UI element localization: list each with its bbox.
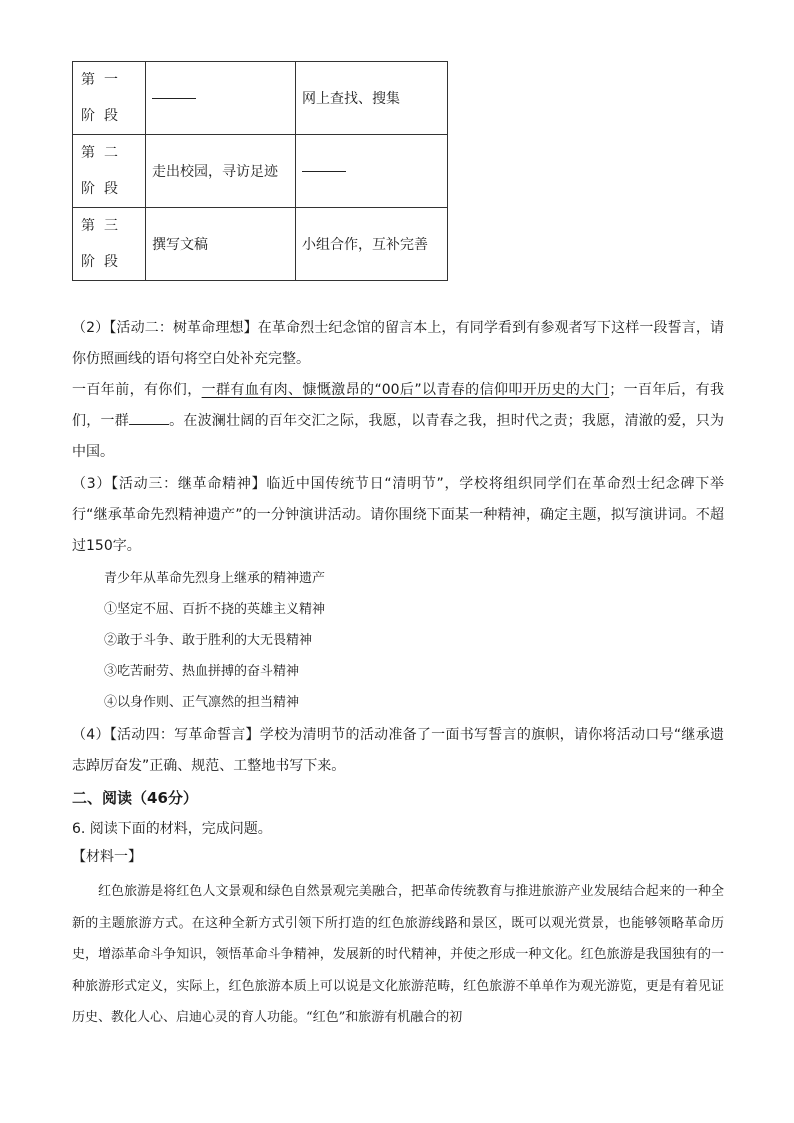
passage-part: ；一百年后，有我们，一群	[72, 382, 725, 429]
question-3	[72, 469, 724, 562]
table-row	[73, 62, 448, 135]
stage-cell: 第三阶段	[73, 208, 146, 281]
method-cell	[296, 135, 448, 208]
method-cell: 网上查找、搜集	[296, 62, 448, 135]
passage-part: 一百年前，有你们，	[72, 382, 202, 398]
material-one-text	[72, 876, 724, 1034]
passage-part: 。在波澜壮阔的百年交汇之际，我愿，以青春之我，担时代之责；我愿，清澈的爱，只为中国。	[72, 413, 725, 460]
list-item: ④以身作则、正气凛然的担当精神	[104, 695, 300, 710]
answer-blank	[152, 98, 196, 99]
list-item: ①坚定不屈、百折不挠的英雄主义精神	[104, 602, 326, 617]
underlined-sentence: 一群有血有肉、慷慨激昂的“00后”以青春的信仰叩开历史的大门	[201, 382, 610, 398]
spirit-list	[104, 563, 325, 718]
question-6: 6. 阅读下面的材料，完成问题。	[72, 821, 272, 837]
list-item: ③吃苦耐劳、热血拼搏的奋斗精神	[104, 664, 300, 679]
table-row	[73, 135, 448, 208]
section-heading: 二、阅读（46分）	[72, 789, 198, 807]
answer-blank	[129, 411, 169, 425]
spirit-list-title: 青少年从革命先烈身上继承的精神遗产	[104, 571, 326, 586]
question-3-intro: （3）【活动三：继革命精神】临近中国传统节日“清明节”，学校将组织同学们在革命烈士纪念碑下举行“继承革命先烈精神遗产”的一分钟演讲活动。请你围绕下面某一种精神，确定主题，拟写演讲词。不超过150字。	[72, 476, 724, 554]
activity-plan-table	[72, 61, 448, 281]
stage-cell: 第一阶段	[73, 62, 146, 135]
question-4-intro: （4）【活动四：写革命誓言】学校为清明节的活动准备了一面书写誓言的旗帜，请你将活动口号“继承遗志踔厉奋发”正确、规范、工整地书写下来。	[72, 727, 724, 774]
content-cell: 撰写文稿	[146, 208, 296, 281]
question-2-passage	[72, 375, 724, 468]
stage-cell: 第二阶段	[73, 135, 146, 208]
answer-blank	[302, 171, 346, 172]
content-cell: 走出校园，寻访足迹	[146, 135, 296, 208]
table-row	[73, 208, 448, 281]
question-2	[72, 313, 724, 468]
list-item: ②敢于斗争、敢于胜利的大无畏精神	[104, 633, 313, 648]
question-4	[72, 720, 724, 782]
method-cell: 小组合作，互补完善	[296, 208, 448, 281]
material-label: 【材料一】	[72, 849, 142, 865]
content-cell	[146, 62, 296, 135]
material-paragraph: 红色旅游是将红色人文景观和绿色自然景观完美融合，把革命传统教育与推进旅游产业发展结合起来的一种全新的主题旅游方式。在这种全新方式引领下所打造的红色旅游线路和景区，既可以观光赏景，也能够领略革命历史，增添革命斗争知识，领悟革命斗争精神，发展新的时代精神，并使之形成一种文化。红色旅游是我国独有的一种旅游形式定义，实际上，红色旅游本质上可以说是文化旅游范畴，红色旅游不单单作为观光游览，更是有着见证历史、教化人心、启迪心灵的育人功能。“红色”和旅游有机融合的初	[72, 884, 724, 1025]
question-2-intro: （2）【活动二：树革命理想】在革命烈士纪念馆的留言本上，有同学看到有参观者写下这样一段誓言，请你仿照画线的语句将空白处补充完整。	[72, 320, 724, 367]
